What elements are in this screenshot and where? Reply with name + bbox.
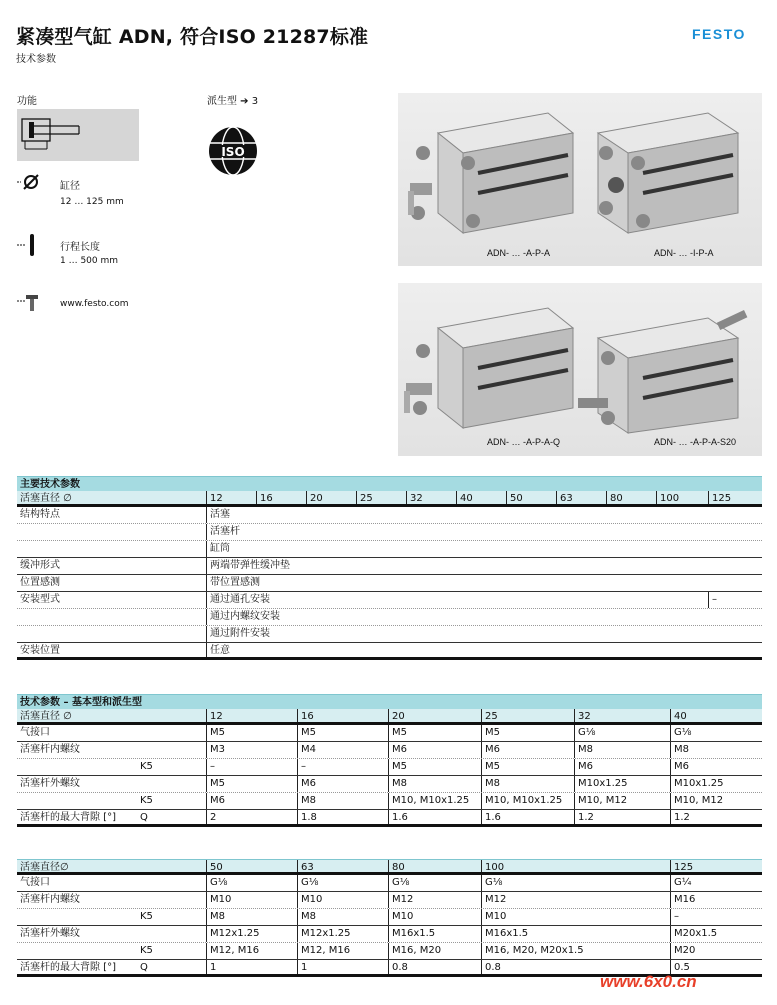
row-value-125: – xyxy=(708,592,762,608)
row-label xyxy=(17,793,137,809)
row-sublabel xyxy=(137,875,206,891)
bore-value: 12 … 125 mm xyxy=(60,197,124,207)
tech-table-1 xyxy=(17,694,762,827)
row-value: 活塞 xyxy=(206,507,762,523)
row-value: 1.2 xyxy=(574,810,670,824)
row-value: M5 xyxy=(206,776,297,792)
size-cell: 125 xyxy=(670,860,762,872)
row-label xyxy=(17,541,206,557)
row-value: 1.6 xyxy=(481,810,574,824)
website-link[interactable]: www.festo.com xyxy=(60,299,129,309)
table-row xyxy=(17,810,762,827)
row-value: M4 xyxy=(297,742,388,758)
row-value: G⅛ xyxy=(297,875,388,891)
row-value: 0.8 xyxy=(388,960,481,974)
row-value: M12 xyxy=(481,892,670,908)
table-row xyxy=(17,609,762,626)
size-cell: 100 xyxy=(656,491,708,504)
photo-caption: ADN- … -A-P-A xyxy=(487,248,550,258)
row-sublabel: K5 xyxy=(140,795,153,806)
table-row xyxy=(17,541,762,558)
row-value: M10 xyxy=(388,909,481,925)
tech-table-2 xyxy=(17,859,762,977)
row-value: 1 xyxy=(297,960,388,974)
size-cell: 20 xyxy=(306,491,356,504)
table-header-row xyxy=(17,491,762,507)
size-cell: 40 xyxy=(670,709,762,722)
row-value: 缸筒 xyxy=(206,541,762,557)
tech-table-1-body xyxy=(17,725,762,827)
row-value: M12x1.25 xyxy=(206,926,297,942)
row-label: 安装位置 xyxy=(20,645,60,656)
row-value: – xyxy=(670,909,762,925)
row-value: M10, M12 xyxy=(670,793,762,809)
row-value: 通过附件安装 xyxy=(206,626,762,642)
row-value: M12, M16 xyxy=(297,943,388,959)
row-value: M16x1.5 xyxy=(481,926,670,942)
row-value: M10x1.25 xyxy=(574,776,670,792)
stroke-label: 行程长度 xyxy=(60,242,100,253)
row-label xyxy=(17,909,137,925)
size-cell: 100 xyxy=(481,860,670,872)
header-label: 活塞直径∅ xyxy=(20,862,69,872)
watermark: www.6x0.cn xyxy=(600,972,697,991)
header-label: 活塞直径 ∅ xyxy=(20,493,72,504)
size-cell: 80 xyxy=(606,491,656,504)
svg-text:ISO: ISO xyxy=(221,145,245,159)
row-value: M8 xyxy=(670,742,762,758)
cylinder-symbol-diagram xyxy=(17,109,139,161)
row-value: M10, M10x1.25 xyxy=(481,793,574,809)
row-sublabel: K5 xyxy=(140,945,153,956)
row-value: 1 xyxy=(206,960,297,974)
row-value: M10 xyxy=(297,892,388,908)
row-sublabel: Q xyxy=(140,812,148,823)
row-value: – xyxy=(206,759,297,775)
table-row xyxy=(17,759,762,776)
row-value: M10x1.25 xyxy=(670,776,762,792)
row-value: M12x1.25 xyxy=(297,926,388,942)
row-value: M20x1.5 xyxy=(670,926,762,942)
photo-caption: ADN- … -A-P-A-S20 xyxy=(654,437,737,447)
row-sublabel xyxy=(137,776,206,792)
row-label xyxy=(17,943,137,959)
row-label: 活塞杆外螺纹 xyxy=(20,778,80,789)
row-value: 0.8 xyxy=(481,960,670,974)
row-value: M12 xyxy=(388,892,481,908)
size-cell: 25 xyxy=(481,709,574,722)
table-row xyxy=(17,524,762,541)
row-value: M6 xyxy=(670,759,762,775)
festo-logo: FESTO xyxy=(692,26,746,42)
row-value: M6 xyxy=(206,793,297,809)
row-sublabel xyxy=(137,926,206,942)
row-value: M6 xyxy=(388,742,481,758)
tech-table-2-body xyxy=(17,875,762,977)
photo-caption: ADN- … -A-P-A-Q xyxy=(487,437,560,447)
table-row xyxy=(17,875,762,892)
stroke-icon xyxy=(17,232,47,258)
row-value: 带位置感测 xyxy=(206,575,762,591)
row-value: M8 xyxy=(297,909,388,925)
size-cell: 50 xyxy=(506,491,556,504)
row-value: M6 xyxy=(297,776,388,792)
size-cell: 80 xyxy=(388,860,481,872)
row-sublabel xyxy=(137,742,206,758)
size-cell: 32 xyxy=(406,491,456,504)
row-value: 活塞杆 xyxy=(206,524,762,540)
row-value: M10, M10x1.25 xyxy=(388,793,481,809)
stroke-value: 1 … 500 mm xyxy=(60,256,119,266)
size-cell: 40 xyxy=(456,491,506,504)
table-row xyxy=(17,742,762,759)
table-row xyxy=(17,626,762,643)
row-value: M5 xyxy=(297,725,388,741)
row-value: 0.5 xyxy=(670,960,762,974)
row-value: M3 xyxy=(206,742,297,758)
diameter-icon xyxy=(17,172,47,192)
row-label: 活塞杆外螺纹 xyxy=(20,928,80,939)
row-label: 安装型式 xyxy=(20,594,60,605)
row-label: 缓冲形式 xyxy=(20,560,60,571)
table-row xyxy=(17,507,762,524)
row-value: M6 xyxy=(481,742,574,758)
row-label: 位置感测 xyxy=(20,577,60,588)
size-cell: 12 xyxy=(206,709,297,722)
row-value: M8 xyxy=(206,909,297,925)
row-label: 气接口 xyxy=(20,727,50,738)
web-icon xyxy=(17,292,47,312)
function-label: 功能 xyxy=(17,96,37,107)
photo-caption: ADN- … -I-P-A xyxy=(654,248,714,258)
row-value: M16x1.5 xyxy=(388,926,481,942)
row-value: M16 xyxy=(670,892,762,908)
table-row xyxy=(17,943,762,960)
row-value: M10, M12 xyxy=(574,793,670,809)
page-title: 紧凑型气缸 ADN, 符合ISO 21287标准 xyxy=(16,26,369,48)
row-value: G⅛ xyxy=(670,725,762,741)
row-value: 1.6 xyxy=(388,810,481,824)
row-value: M5 xyxy=(388,725,481,741)
row-value: M16, M20 xyxy=(388,943,481,959)
row-value: 任意 xyxy=(206,643,762,657)
row-sublabel xyxy=(137,892,206,908)
row-value: 1.2 xyxy=(670,810,762,824)
product-photo-2 xyxy=(398,283,762,456)
size-cell: 50 xyxy=(206,860,297,872)
row-label xyxy=(17,524,206,540)
row-value: M16, M20, M20x1.5 xyxy=(481,943,670,959)
table-band-title: 主要技术参数 xyxy=(17,476,762,491)
table-row xyxy=(17,776,762,793)
row-label: 气接口 xyxy=(20,877,50,888)
row-value: M8 xyxy=(481,776,574,792)
size-cell: 12 xyxy=(206,491,256,504)
row-value: M6 xyxy=(574,759,670,775)
row-sublabel xyxy=(137,725,206,741)
row-value: M8 xyxy=(297,793,388,809)
row-label: 活塞杆内螺纹 xyxy=(20,744,80,755)
row-value: G⅛ xyxy=(388,875,481,891)
table-row xyxy=(17,793,762,810)
row-value: M8 xyxy=(574,742,670,758)
row-value: M5 xyxy=(481,725,574,741)
row-value: G¼ xyxy=(670,875,762,891)
row-label xyxy=(17,609,206,625)
size-cell: 16 xyxy=(256,491,306,504)
row-value: M12, M16 xyxy=(206,943,297,959)
row-value: 两端带弹性缓冲垫 xyxy=(206,558,762,574)
row-value: – xyxy=(297,759,388,775)
row-value: 通过通孔安装 xyxy=(206,592,708,608)
row-sublabel: K5 xyxy=(140,911,153,922)
row-sublabel: K5 xyxy=(140,761,153,772)
table-row xyxy=(17,592,762,609)
row-value: M5 xyxy=(481,759,574,775)
row-value: G⅛ xyxy=(206,875,297,891)
table-row xyxy=(17,643,762,660)
row-label: 结构特点 xyxy=(20,509,60,520)
page-subtitle: 技术参数 xyxy=(16,54,56,65)
row-value: M10 xyxy=(481,909,670,925)
row-label xyxy=(17,759,137,775)
size-cell: 20 xyxy=(388,709,481,722)
header-label: 活塞直径 ∅ xyxy=(20,711,72,722)
table-header-row xyxy=(17,859,762,875)
table-header-row xyxy=(17,709,762,725)
variant-label: 派生型 ➔ 3 xyxy=(207,96,259,107)
table-row xyxy=(17,909,762,926)
table-row xyxy=(17,558,762,575)
iso-globe-icon xyxy=(207,125,259,177)
size-cell: 63 xyxy=(297,860,388,872)
table-row xyxy=(17,575,762,592)
row-value: G⅛ xyxy=(574,725,670,741)
row-label xyxy=(17,626,206,642)
size-cell: 125 xyxy=(708,491,762,504)
row-value: 1.8 xyxy=(297,810,388,824)
size-cell: 32 xyxy=(574,709,670,722)
size-cell: 63 xyxy=(556,491,606,504)
row-label: 活塞杆内螺纹 xyxy=(20,894,80,905)
row-value: 2 xyxy=(206,810,297,824)
row-sublabel: Q xyxy=(140,962,148,973)
row-value: M8 xyxy=(388,776,481,792)
row-value: M5 xyxy=(206,725,297,741)
row-value: M20 xyxy=(670,943,762,959)
size-cell: 16 xyxy=(297,709,388,722)
table-row xyxy=(17,892,762,909)
table-row xyxy=(17,725,762,742)
row-label: 活塞杆的最大背隙 [°] xyxy=(20,812,116,823)
product-photo-1 xyxy=(398,93,762,266)
table-band-title: 技术参数 – 基本型和派生型 xyxy=(17,694,762,709)
main-specs-table xyxy=(17,476,762,660)
table-row xyxy=(17,926,762,943)
row-value: M10 xyxy=(206,892,297,908)
row-value: M5 xyxy=(388,759,481,775)
size-cell: 25 xyxy=(356,491,406,504)
row-value: 通过内螺纹安装 xyxy=(206,609,762,625)
row-label: 活塞杆的最大背隙 [°] xyxy=(20,962,116,973)
row-value: G⅛ xyxy=(481,875,670,891)
bore-label: 缸径 xyxy=(60,181,80,192)
